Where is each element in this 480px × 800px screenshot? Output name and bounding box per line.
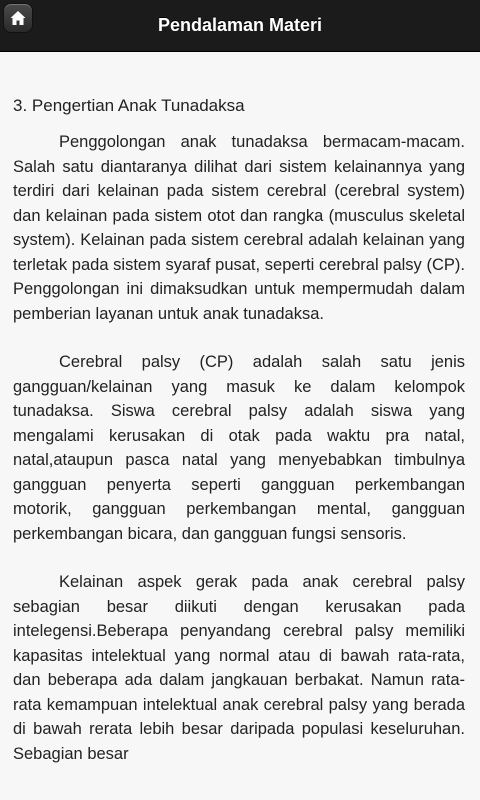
article-content [13, 94, 465, 790]
paragraph-2: Cerebral palsy (CP) adalah salah satu jenis gangguan/kelainan yang masuk ke dalam kelompok tunadaksa. Siswa cerebral palsy adalah siswa yang mengalami kerusakan di otak pada waktu pra natal, natal,ataupun pasca natal yang menyebabkan timbulnya gangguan penyerta seperti gangguan perkembangan motorik, gangguan perkembangan mental, gangguan perkembangan bicara, dan gangguan fungsi sensoris. [13, 353, 465, 543]
app-header [0, 0, 480, 52]
paragraph-3: Kelainan aspek gerak pada anak cerebral palsy sebagian besar diikuti dengan kerusakan pada intelegensi.Beberapa penyandang cerebral palsy memiliki kapasitas intelektual yang normal atau di bawah rata-rata, dan beberapa ada dalam jangkauan berbakat. Namun rata-rata kemampuan intelektual anak cerebral palsy yang berada di bawah rerata lebih besar daripada populasi keseluruhan. Sebagian besar [13, 573, 465, 763]
section-heading: 3. Pengertian Anak Tunadaksa [13, 96, 245, 115]
page-title: Pendalaman Materi [157, 15, 323, 35]
paragraph-1: Penggolongan anak tunadaksa bermacam-macam. Salah satu diantaranya dilihat dari sistem kelainannya yang terdiri dari kelainan pada sistem cerebral (cerebral system) dan kelainan pada sistem otot dan rangka (musculus skeletal system). Kelainan pada sistem cerebral adalah kelainan yang terletak pada sistem syaraf pusat, seperti cerebral palsy (CP). Penggolongan ini dimaksudkan untuk mempermudah dalam pemberian layanan untuk anak tunadaksa. [13, 133, 465, 323]
